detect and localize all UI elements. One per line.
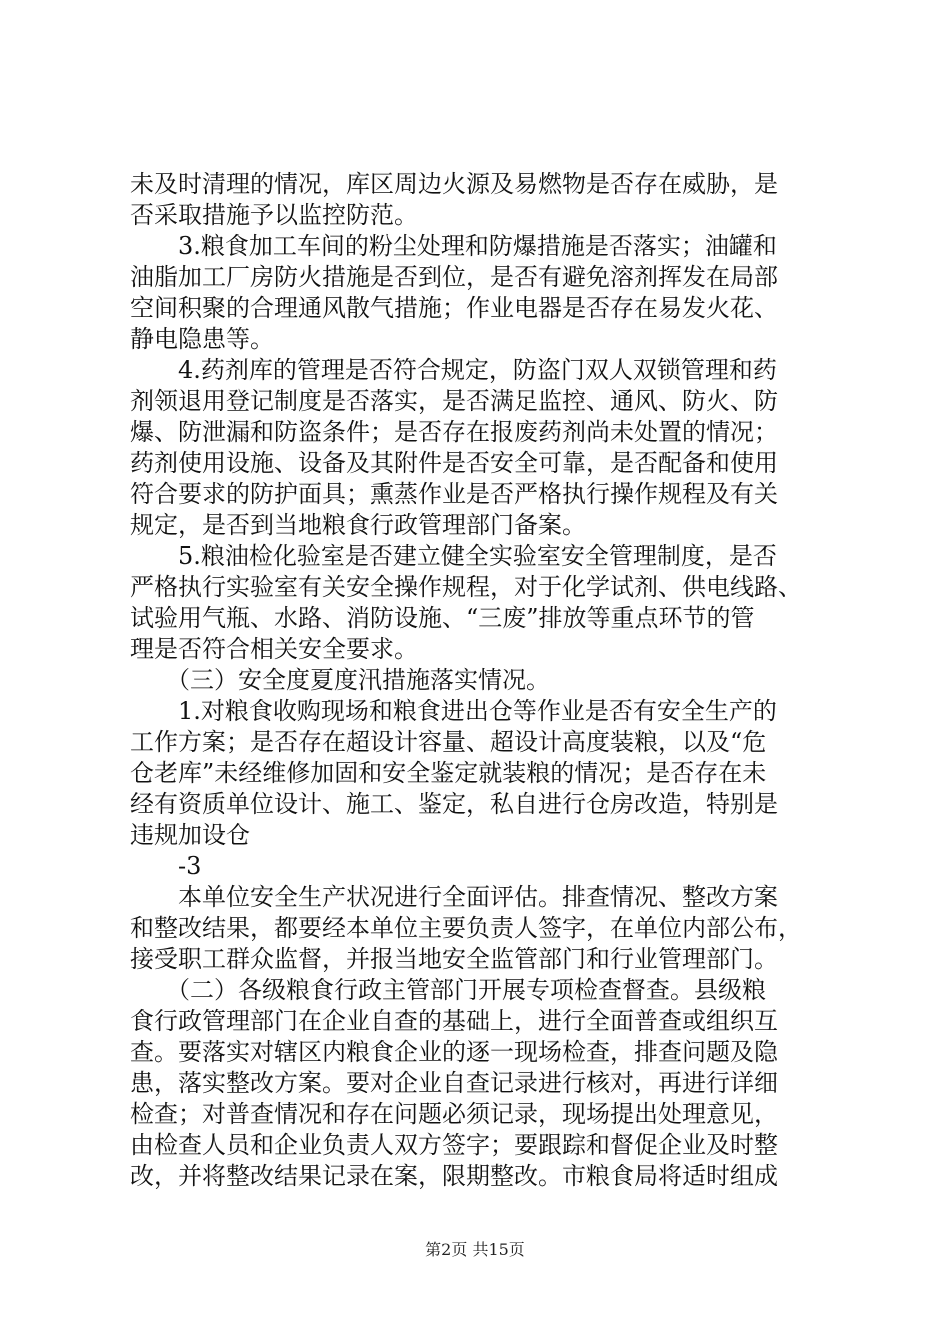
text-line: 4.药剂库的管理是否符合规定，防盗门双人双锁管理和药 [130, 356, 777, 384]
text-line: 仓老库”未经维修加固和安全鉴定就装粮的情况；是否存在未 [130, 759, 767, 787]
section-heading: （三）安全度夏度汛措施落实情况。 [130, 666, 550, 694]
text-line: 接受职工群众监督，并报当地安全监管部门和行业管理部门。 [130, 945, 778, 973]
page-footer [0, 1240, 950, 1260]
text-line: 理是否符合相关安全要求。 [130, 635, 418, 663]
text-line: 工作方案；是否存在超设计容量、超设计高度装粮，以及“危 [130, 728, 767, 756]
text-line: 本单位安全生产状况进行全面评估。排查情况、整改方案 [130, 883, 778, 911]
text-line: 食行政管理部门在企业自查的基础上，进行全面普查或组织互 [130, 1007, 778, 1035]
text-line: 和整改结果，都要经本单位主要负责人签字，在单位内部公布， [130, 914, 802, 942]
text-line: 改，并将整改结果记录在案，限期整改。市粮食局将适时组成 [130, 1162, 778, 1190]
text-line: 剂领退用登记制度是否落实，是否满足监控、通风、防火、防 [130, 387, 778, 415]
text-line: 检查；对普查情况和存在问题必须记录，现场提出处理意见， [130, 1100, 778, 1128]
text-line: 符合要求的防护面具；熏蒸作业是否严格执行操作规程及有关 [130, 480, 778, 508]
section-heading: （二）各级粮食行政主管部门开展专项检查督查。县级粮 [130, 976, 766, 1004]
text-line: 经有资质单位设计、施工、鉴定，私自进行仓房改造，特别是 [130, 790, 778, 818]
text-line: 油脂加工厂房防火措施是否到位，是否有避免溶剂挥发在局部 [130, 263, 778, 291]
text-line: 静电隐患等。 [130, 325, 274, 353]
text-line: 患，落实整改方案。要对企业自查记录进行核对，再进行详细 [130, 1069, 778, 1097]
text-line: 违规加设仓 [130, 821, 250, 849]
text-line: 空间积聚的合理通风散气措施；作业电器是否存在易发火花、 [130, 294, 778, 322]
text-line: 查。要落实对辖区内粮食企业的逐一现场检查，排查问题及隐 [130, 1038, 778, 1066]
page-number-label: 第2页 共15页 [425, 1240, 525, 1259]
text-line: 1.对粮食收购现场和粮食进出仓等作业是否有安全生产的 [130, 697, 777, 725]
text-line: 3.粮食加工车间的粉尘处理和防爆措施是否落实；油罐和 [130, 232, 777, 260]
text-line: 严格执行实验室有关安全操作规程，对于化学试剂、供电线路、 [130, 573, 802, 601]
text-line: 未及时清理的情况，库区周边火源及易燃物是否存在威胁，是 [130, 170, 778, 198]
text-line: 试验用气瓶、水路、消防设施、“三废”排放等重点环节的管 [130, 604, 755, 632]
document-body [130, 170, 830, 1191]
text-line: 否采取措施予以监控防范。 [130, 201, 418, 229]
page-fragment-number: -3 [130, 852, 202, 880]
text-line: 药剂使用设施、设备及其附件是否安全可靠，是否配备和使用 [130, 449, 778, 477]
text-line: 由检查人员和企业负责人双方签字；要跟踪和督促企业及时整 [130, 1131, 778, 1159]
text-line: 规定，是否到当地粮食行政管理部门备案。 [130, 511, 586, 539]
text-line: 5.粮油检化验室是否建立健全实验室安全管理制度，是否 [130, 542, 777, 570]
text-line: 爆、防泄漏和防盗条件；是否存在报废药剂尚未处置的情况； [130, 418, 778, 446]
